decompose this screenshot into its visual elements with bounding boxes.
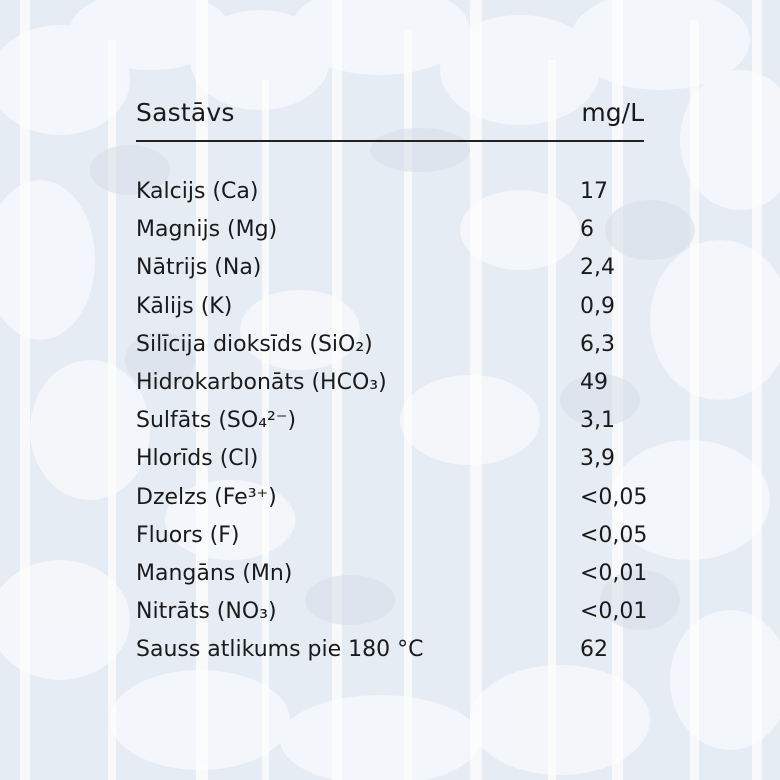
table-row <box>136 249 644 287</box>
table-body <box>136 173 648 669</box>
table-row <box>136 364 644 402</box>
table-row <box>136 517 648 555</box>
row-name: Fluors (F) <box>136 522 240 548</box>
row-value: 6,3 <box>580 331 615 357</box>
row-name: Silīcija dioksīds (SiO₂) <box>136 331 373 357</box>
row-value: <0,01 <box>580 599 648 625</box>
table-row <box>136 211 644 249</box>
row-value: <0,05 <box>580 522 648 548</box>
row-name: Nitrāts (NO₃) <box>136 599 277 625</box>
row-value: 6 <box>580 217 594 243</box>
row-value: <0,01 <box>580 560 648 586</box>
composition-table <box>136 96 648 663</box>
row-value: 49 <box>580 369 608 395</box>
table-header <box>136 96 644 142</box>
row-name: Hlorīds (Cl) <box>136 446 259 472</box>
row-name: Sauss atlikums pie 180 °C <box>136 637 424 663</box>
row-value: 3,1 <box>580 408 615 434</box>
row-name: Sulfāts (SO₄²⁻) <box>136 408 297 434</box>
header-unit-label: mg/L <box>581 98 644 127</box>
row-name: Magnijs (Mg) <box>136 217 278 243</box>
table-row <box>136 326 644 364</box>
table-row <box>136 173 644 211</box>
table-row <box>136 631 644 669</box>
row-name: Kalcijs (Ca) <box>136 179 259 204</box>
row-value: 62 <box>580 637 608 663</box>
row-value: 0,9 <box>580 293 615 319</box>
table-row <box>136 593 648 631</box>
row-value: <0,05 <box>580 484 648 510</box>
row-value: 2,4 <box>580 255 615 281</box>
row-value: 3,9 <box>580 446 615 472</box>
row-name: Mangāns (Mn) <box>136 560 293 586</box>
table-row <box>136 479 648 517</box>
row-value: 17 <box>580 179 608 204</box>
table-row <box>136 555 648 593</box>
row-name: Dzelzs (Fe³⁺) <box>136 484 277 510</box>
row-name: Hidrokarbonāts (HCO₃) <box>136 369 387 395</box>
table-row <box>136 288 644 326</box>
table-row <box>136 440 644 478</box>
row-name: Nātrijs (Na) <box>136 255 262 281</box>
header-composition-label: Sastāvs <box>136 98 235 127</box>
row-name: Kālijs (K) <box>136 293 233 319</box>
table-row <box>136 402 644 440</box>
